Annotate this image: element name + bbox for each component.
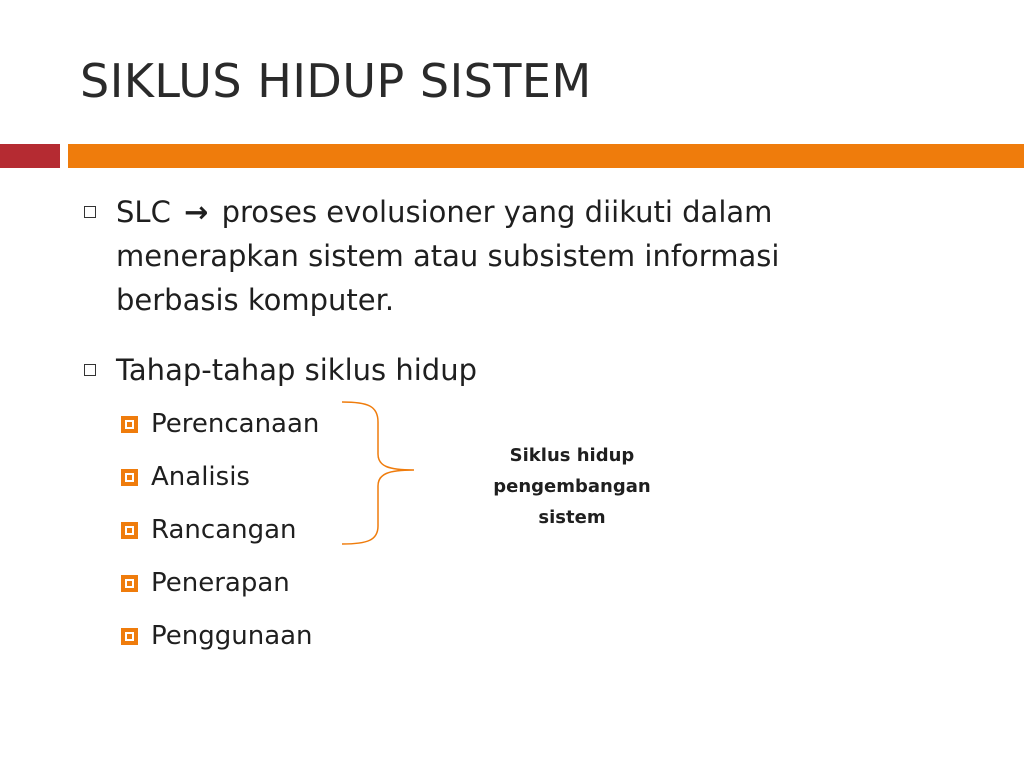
slide-title: SIKLUS HIDUP SISTEM	[80, 54, 592, 108]
orange-square-bullet-icon	[121, 628, 138, 645]
bullet-lead: SLC	[116, 195, 171, 229]
bullet-stages-heading	[84, 348, 876, 392]
sub-bullet-penggunaan	[121, 618, 313, 654]
sub-bullet-analisis	[121, 459, 250, 495]
brace-annotation-line: pengembangan	[493, 476, 651, 497]
hollow-square-icon	[84, 206, 96, 218]
sub-bullet-perencanaan	[121, 406, 319, 442]
curly-brace-icon	[340, 400, 420, 550]
sub-bullet-text: Perencanaan	[151, 409, 320, 439]
hollow-square-icon	[84, 364, 96, 376]
bullet-rest: proses evolusioner yang diikuti dalam menerapkan sistem atau subsistem informasi berbasis komputer.	[116, 195, 780, 317]
sub-bullet-text: Analisis	[151, 462, 250, 492]
bullet-text: Tahap-tahap siklus hidup	[116, 353, 477, 387]
bullet-slc-definition	[84, 190, 876, 322]
orange-square-bullet-icon	[121, 575, 138, 592]
sub-bullet-text: Penggunaan	[151, 621, 313, 651]
title-accent-bar-orange	[68, 144, 1024, 168]
brace-annotation-line: Siklus hidup	[509, 445, 635, 466]
orange-square-bullet-icon	[121, 416, 138, 433]
bullet-text	[116, 190, 876, 322]
brace-annotation-line: sistem	[538, 507, 606, 528]
right-arrow-icon: →	[184, 195, 209, 229]
sub-bullet-rancangan	[121, 512, 297, 548]
sub-bullet-penerapan	[121, 565, 290, 601]
sub-bullet-text: Rancangan	[151, 515, 297, 545]
brace-annotation	[472, 440, 672, 533]
orange-square-bullet-icon	[121, 469, 138, 486]
orange-square-bullet-icon	[121, 522, 138, 539]
title-accent-bar-red	[0, 144, 60, 168]
sub-bullet-text: Penerapan	[151, 568, 290, 598]
